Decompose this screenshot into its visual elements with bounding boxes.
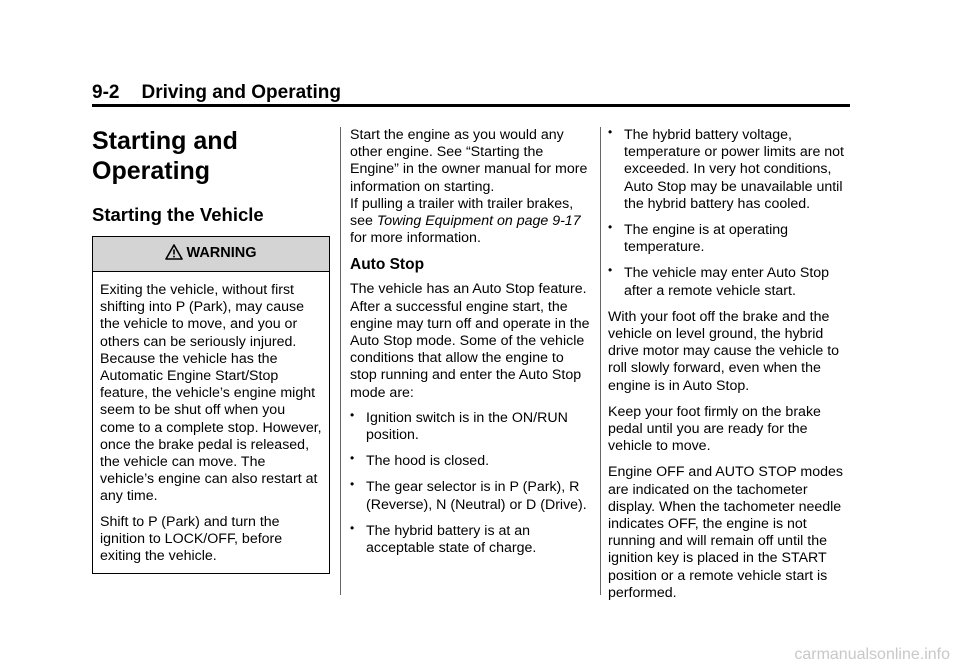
list-item [350, 453, 590, 470]
subtitle-starting-vehicle: Starting the Vehicle [92, 204, 264, 225]
list-item-text: The engine is at operating temperature. [624, 222, 789, 256]
header-rule [92, 104, 850, 107]
list-item-text: The hood is closed. [366, 453, 490, 470]
warning-body [93, 272, 329, 573]
brake-pedal-paragraph: Keep your foot firmly on the brake pedal until you are ready for the vehicle to move. [608, 403, 821, 455]
trailer-paragraph [350, 196, 590, 248]
watermark: carmanualsonline.info [794, 646, 950, 663]
main-title [92, 126, 330, 186]
warning-label: WARNING [186, 245, 257, 262]
column-divider-2 [600, 127, 601, 595]
list-item [350, 520, 590, 557]
trailer-paragraph-prefix: If pulling a trailer with trailer brakes, see [350, 195, 574, 230]
page-header [92, 82, 341, 104]
list-item [608, 265, 853, 299]
main-title-line1: Starting and [92, 127, 238, 155]
list-item [350, 479, 590, 513]
column-1 [92, 126, 330, 574]
warning-box [92, 236, 330, 574]
bullet-icon: • [608, 263, 613, 278]
bullet-icon: • [350, 407, 355, 422]
auto-stop-paragraph: The vehicle has an Auto Stop feature. After a successful engine start, the engine may turn off and operate in the Auto Stop mode. Some of the vehicle conditions that allow the engine to stop running and enter the Auto Stop mode are: [350, 281, 590, 401]
main-title-line2: Operating [92, 157, 211, 185]
list-item-text: The gear selector is in P (Park), R (Reverse), N (Neutral) or D (Drive). [366, 479, 587, 513]
list-item-text: Ignition switch is in the ON/RUN position. [366, 409, 568, 444]
list-item [350, 407, 590, 444]
roll-forward-paragraph: With your foot off the brake and the vehicle on level ground, the hybrid drive motor may cause the vehicle to roll slowly forward, even when the engine is in Auto Stop. [608, 308, 840, 394]
list-item [608, 127, 853, 213]
bullet-icon: • [350, 451, 355, 466]
bullet-icon: • [350, 520, 355, 535]
start-engine-paragraph: Start the engine as you would any other engine. See “Starting the Engine” in the owner manual for more information on starting. [350, 127, 588, 195]
bullet-icon: • [608, 125, 613, 139]
list-item-text: The hybrid battery is at an acceptable state of charge. [366, 522, 537, 557]
trailer-paragraph-suffix: for more information. [350, 230, 481, 247]
section-number: 9-2 [92, 82, 120, 103]
auto-stop-conditions-list [350, 407, 590, 557]
warning-paragraph-1: Exiting the vehicle, without first shifting into P (Park), may cause the vehicle to move, and you or others can be seriously injured. Because the vehicle has the Automatic Engine Start/Stop feature, the vehicle’s engine might seem to be shut off when you come to a complete stop. However, once the brake pedal is released, the vehicle can move. The vehicle’s engine can also restart at any time. [100, 282, 322, 505]
towing-equipment-link[interactable]: Towing Equipment on page 9-17 [376, 213, 581, 230]
column-divider-1 [340, 127, 341, 595]
list-item-text: The hybrid battery voltage, temperature or power limits are not exceeded. In very hot conditions, Auto Stop may be unavailable until the hybrid battery has cooled. [624, 127, 844, 212]
section-title: Driving and Operating [141, 82, 341, 103]
column-2 [350, 127, 590, 557]
tachometer-paragraph: Engine OFF and AUTO STOP modes are indicated on the tachometer display. When the tachometer needle indicates OFF, the engine is not running and will remain off until the ignition key is placed in the START position or a remote vehicle start is performed. [608, 464, 843, 601]
column-3 [608, 127, 853, 602]
warning-paragraph-2: Shift to P (Park) and turn the ignition to LOCK/OFF, before exiting the vehicle. [100, 513, 283, 565]
warning-header [93, 237, 329, 272]
auto-stop-title: Auto Stop [350, 256, 425, 274]
bullet-icon: • [608, 220, 613, 235]
warning-triangle-icon [165, 244, 183, 260]
list-item [608, 222, 853, 256]
auto-stop-conditions-list-continued [608, 127, 853, 300]
list-item-text: The vehicle may enter Auto Stop after a remote vehicle start. [624, 265, 830, 299]
bullet-icon: • [350, 477, 355, 492]
